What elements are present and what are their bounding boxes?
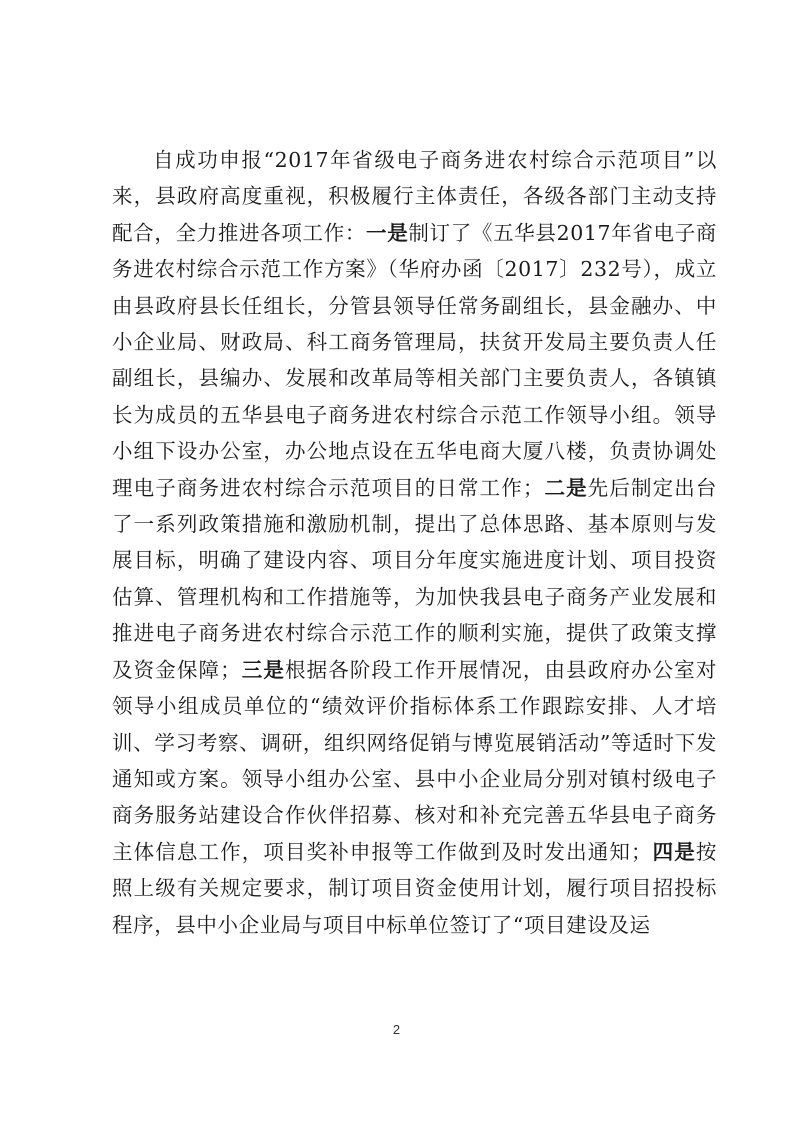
point-one-marker: 一是 — [366, 220, 409, 245]
page-number: 2 — [392, 1022, 401, 1037]
text-point-four: 按照上级有关规定要求，制订项目资金使用计划，履行项目招投标程序，县中小企业局与项目中标单位签订了“项目建设及运 — [112, 839, 717, 937]
point-three-marker: 三是 — [241, 657, 286, 682]
text-intro: 自成功申报“2017年省级电子商务进农村综合示范项目”以来，县政府高度重视，积极履行主体责任，各级各部门主动支持配合，全力推进各项工作： — [112, 148, 717, 245]
text-point-three: 根据各阶段工作开展情况，由县政府办公室对领导小组成员单位的“绩效评价指标体系工作跟踪安排、人才培训、学习考察、调研，组织网络促销与博览展销活动”等适时下发通知或方案。领导小组办公室、县中小企业局分别对镇村级电子商务服务站建设合作伙伴招募、核对和补充完善五华县电子商务主体信息工作，项目奖补申报等工作做到及时发出通知； — [112, 657, 717, 864]
point-two-marker: 二是 — [543, 475, 588, 500]
point-four-marker: 四是 — [652, 839, 696, 864]
text-point-one: 制订了《五华县2017年省电子商务进农村综合示范工作方案》（华府办函〔2017〕232号），成立由县政府县长任组长，分管县领导任常务副组长，县金融办、中小企业局、财政局、科工商务管理局，扶贫开发局主要负责人任副组长，县编办、发展和改革局等相关部门主要负责人，各镇镇长为成员的五华县电子商务进农村综合示范工作领导小组。领导小组下设办公室，办公地点设在五华电商大厦八楼，负责协调处理电子商务进农村综合示范项目的日常工作； — [112, 220, 717, 500]
body-paragraph — [112, 142, 717, 943]
text-point-two: 先后制定出台了一系列政策措施和激励机制，提出了总体思路、基本原则与发展目标，明确了建设内容、项目分年度实施进度计划、项目投资估算、管理机构和工作措施等，为加快我县电子商务产业发展和推进电子商务进农村综合示范工作的顺利实施，提供了政策支撑及资金保障； — [112, 475, 717, 682]
